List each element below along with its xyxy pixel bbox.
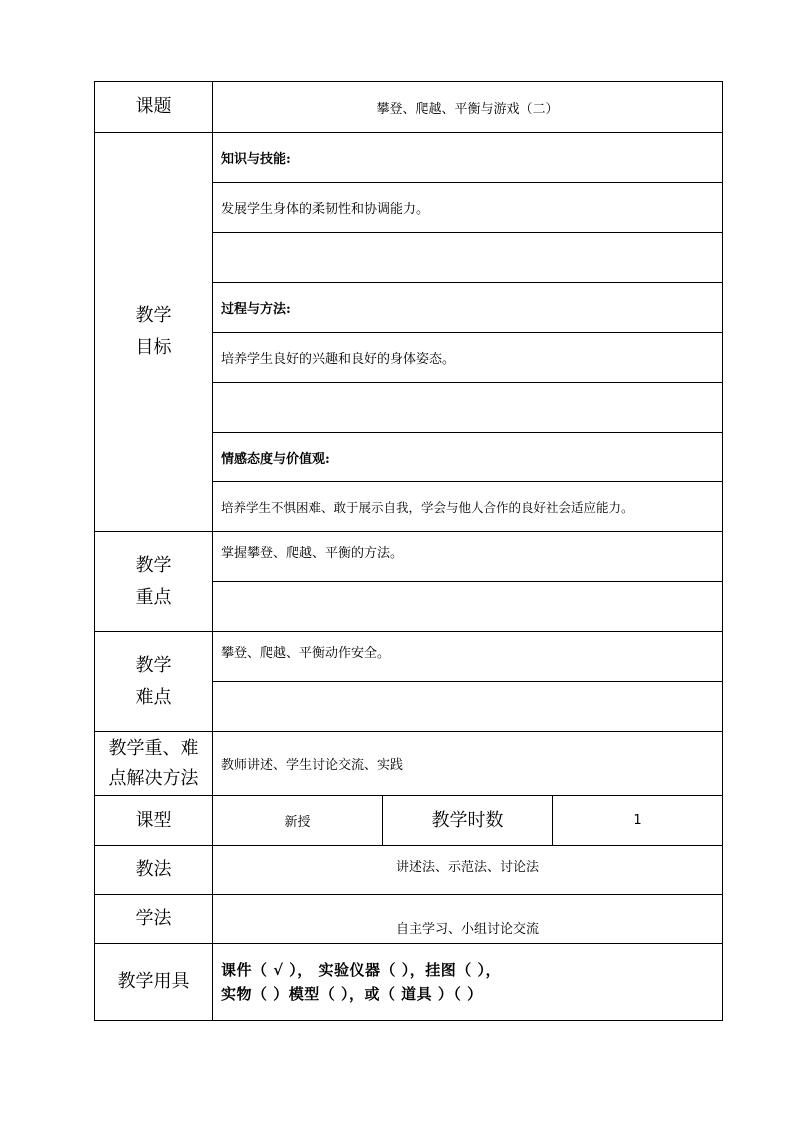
objectives-label-line2: 目标 <box>135 337 172 358</box>
tools-line2: 实物（ ）模型（ ），或（ 道具 ）（ ） <box>221 985 483 1003</box>
learning-method-row <box>95 895 723 944</box>
solution-row <box>95 732 723 796</box>
lesson-hours-label: 教学时数 <box>383 796 553 846</box>
tools-line1: 课件（ √ ）， 实验仪器（ ），挂图（ ）， <box>221 961 501 979</box>
topic-row <box>95 82 723 133</box>
objectives-knowledge-heading-row <box>95 133 723 183</box>
process-text: 培养学生良好的兴趣和良好的身体姿态。 <box>213 333 723 383</box>
learning-method-value: 自主学习、小组讨论交流 <box>213 895 723 944</box>
difficulties-label-line2: 难点 <box>135 686 172 708</box>
tools-content <box>213 944 723 1021</box>
solution-label-line2: 点解决方法 <box>108 767 199 789</box>
knowledge-heading: 知识与技能: <box>213 133 723 183</box>
process-heading: 过程与方法: <box>213 283 723 333</box>
knowledge-text: 发展学生身体的柔韧性和协调能力。 <box>213 183 723 233</box>
difficulties-label-line1: 教学 <box>135 654 172 676</box>
key-points-label <box>95 532 213 632</box>
objectives-label-line1: 教学 <box>135 305 172 326</box>
difficulties-blank-cell <box>213 682 723 732</box>
difficulties-label <box>95 632 213 732</box>
tools-row <box>95 944 723 1021</box>
teaching-method-label: 教法 <box>95 846 213 895</box>
key-points-label-line2: 重点 <box>135 586 172 608</box>
topic-value: 攀登、爬越、平衡与游戏（二） <box>213 82 723 133</box>
difficulties-text: 攀登、爬越、平衡动作安全。 <box>213 632 723 682</box>
learning-method-label: 学法 <box>95 895 213 944</box>
emotion-heading: 情感态度与价值观: <box>213 433 723 482</box>
key-points-text: 掌握攀登、爬越、平衡的方法。 <box>213 532 723 582</box>
lesson-type-value: 新授 <box>213 796 383 846</box>
difficulties-row <box>95 632 723 682</box>
topic-label: 课题 <box>95 82 213 133</box>
objectives-label <box>95 133 213 532</box>
lesson-type-row <box>95 796 723 846</box>
key-points-row <box>95 532 723 582</box>
lesson-hours-value: 1 <box>553 796 723 846</box>
emotion-text: 培养学生不惧困难、敢于展示自我，学会与他人合作的良好社会适应能力。 <box>213 482 723 532</box>
lesson-type-label: 课型 <box>95 796 213 846</box>
lesson-plan-table <box>94 81 723 1021</box>
key-points-blank-cell <box>213 582 723 632</box>
tools-label: 教学用具 <box>95 944 213 1021</box>
key-points-label-line1: 教学 <box>135 554 172 576</box>
solution-text: 教师讲述、学生讨论交流、实践 <box>213 732 723 796</box>
process-blank-cell <box>213 383 723 433</box>
solution-label <box>95 732 213 796</box>
teaching-method-row <box>95 846 723 895</box>
teaching-method-value: 讲述法、示范法、讨论法 <box>213 846 723 895</box>
knowledge-blank-cell <box>213 233 723 283</box>
solution-label-line1: 教学重、难 <box>108 737 199 759</box>
